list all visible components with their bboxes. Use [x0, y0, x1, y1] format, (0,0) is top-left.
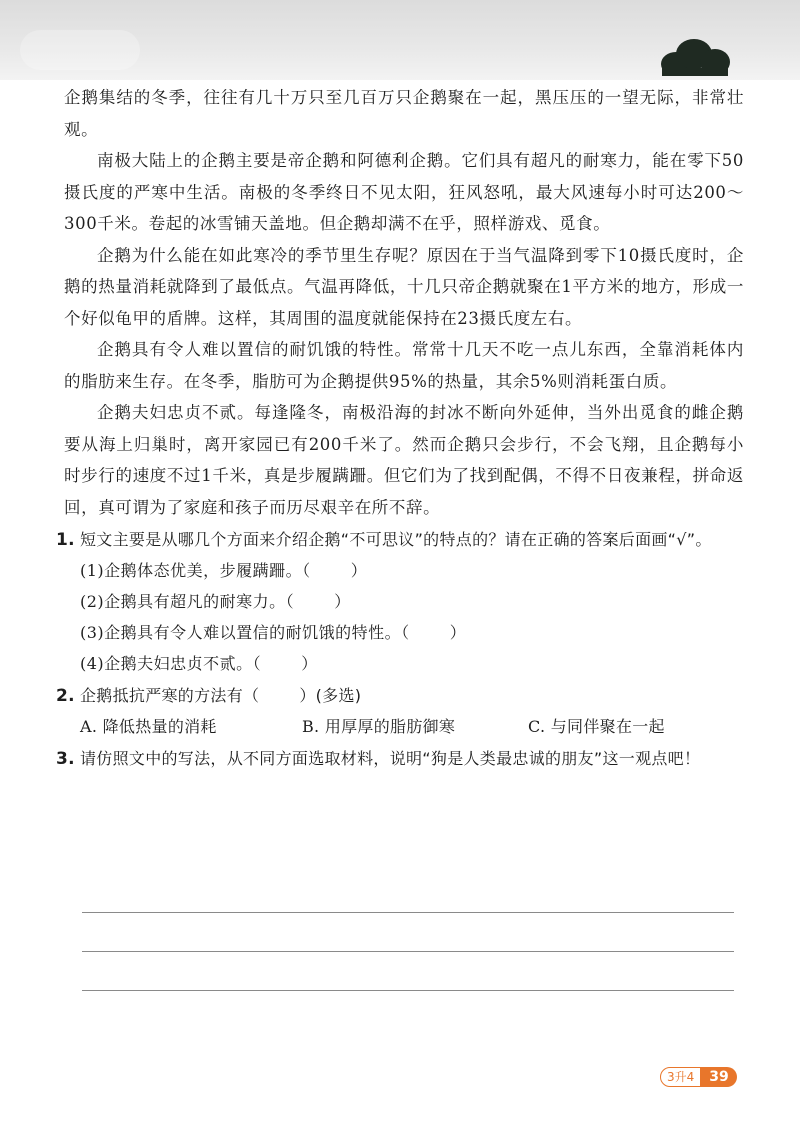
answer-paren-close: ）: [334, 592, 351, 611]
page-number-badge: [660, 1067, 737, 1087]
answer-paren-open: （: [285, 592, 295, 611]
question-2-text-before: 企鹅抵抗严寒的方法有（: [80, 686, 260, 705]
question-1: [56, 525, 744, 679]
passage-paragraph-4: 企鹅具有令人难以置信的耐饥饿的特性。常常十几天不吃一点儿东西，全靠消耗体内的脂肪来生存。在冬季，脂肪可为企鹅提供95%的热量，其余5%则消耗蛋白质。: [64, 340, 744, 391]
answer-paren-open: （: [302, 561, 311, 580]
question-2: [56, 681, 744, 742]
answer-paren-open: （: [252, 654, 262, 673]
question-1-option-1: [80, 555, 744, 586]
question-2-text-after: ）(多选): [299, 686, 362, 705]
option-text: (3)企鹅具有令人难以置信的耐饥饿的特性。: [80, 623, 402, 642]
question-1-option-2: [80, 586, 744, 617]
question-3-number: 3.: [56, 749, 75, 769]
option-text: (1)企鹅体态优美，步履蹒跚。: [80, 561, 303, 580]
answer-paren-close: ）: [301, 654, 318, 673]
answer-paren-open: （: [401, 623, 410, 642]
writing-line-3[interactable]: [82, 990, 734, 991]
cloud-decoration: [20, 30, 140, 70]
choice-b[interactable]: B. 用厚厚的脂肪御寒: [302, 717, 456, 736]
bush-icon: [660, 38, 730, 76]
writing-line-2[interactable]: [82, 951, 734, 952]
question-1-number: 1.: [56, 530, 75, 550]
question-1-options: [64, 555, 744, 679]
question-3-text: 请仿照文中的写法，从不同方面选取材料，说明“狗是人类最忠诚的朋友”这一观点吧！: [80, 749, 701, 768]
option-text: (4)企鹅夫妇忠贞不贰。: [80, 654, 253, 673]
passage-paragraph-5: 企鹅夫妇忠贞不贰。每逢隆冬，南极沿海的封冰不断向外延伸，当外出觅食的雌企鹅要从海上归巢时，离开家园已有200千米了。然而企鹅只会步行，不会飞翔，且企鹅每小时步行的速度不过1千米，真是步履蹒跚。但它们为了找到配偶，不得不日夜兼程，拼命返回，真可谓为了家庭和孩子而历尽艰辛在所不辞。: [64, 403, 744, 517]
worksheet-content: [56, 82, 744, 774]
grade-label: 3升4: [660, 1067, 701, 1087]
question-3: [56, 744, 744, 774]
choice-c[interactable]: C. 与同伴聚在一起: [528, 717, 665, 736]
page-number: 39: [701, 1067, 736, 1087]
question-2-number: 2.: [56, 686, 75, 706]
question-2-choices: [64, 711, 744, 742]
question-1-option-3: [80, 617, 744, 648]
passage-paragraph-1: 企鹅集结的冬季，往往有几十万只至几百万只企鹅聚在一起，黑压压的一望无际，非常壮观。: [64, 88, 744, 139]
question-1-text: 短文主要是从哪几个方面来介绍企鹅“不可思议”的特点的？请在正确的答案后面画“√”。: [80, 530, 712, 549]
writing-line-1[interactable]: [82, 912, 734, 913]
question-2-text: [64, 681, 744, 711]
passage-paragraph-2: 南极大陆上的企鹅主要是帝企鹅和阿德利企鹅。它们具有超凡的耐寒力，能在零下50摄氏度的严寒中生活。南极的冬季终日不见太阳，狂风怒吼，最大风速每小时可达200～300千米。卷起的冰雪铺天盖地。但企鹅却满不在乎，照样游戏、觅食。: [64, 151, 744, 233]
answer-paren-close: ）: [449, 623, 467, 642]
answer-writing-area[interactable]: [82, 912, 734, 1029]
option-text: (2)企鹅具有超凡的耐寒力。: [80, 592, 286, 611]
answer-paren-close: ）: [350, 561, 368, 580]
choice-a[interactable]: A. 降低热量的消耗: [80, 717, 217, 736]
question-1-option-4: [80, 648, 744, 679]
passage-paragraph-3: 企鹅为什么能在如此寒冷的季节里生存呢？原因在于当气温降到零下10摄氏度时，企鹅的热量消耗就降到了最低点。气温再降低，十几只帝企鹅就聚在1平方米的地方，形成一个好似龟甲的盾牌。这样，其周围的温度就能保持在23摄氏度左右。: [64, 245, 744, 328]
header-band: [0, 0, 800, 80]
